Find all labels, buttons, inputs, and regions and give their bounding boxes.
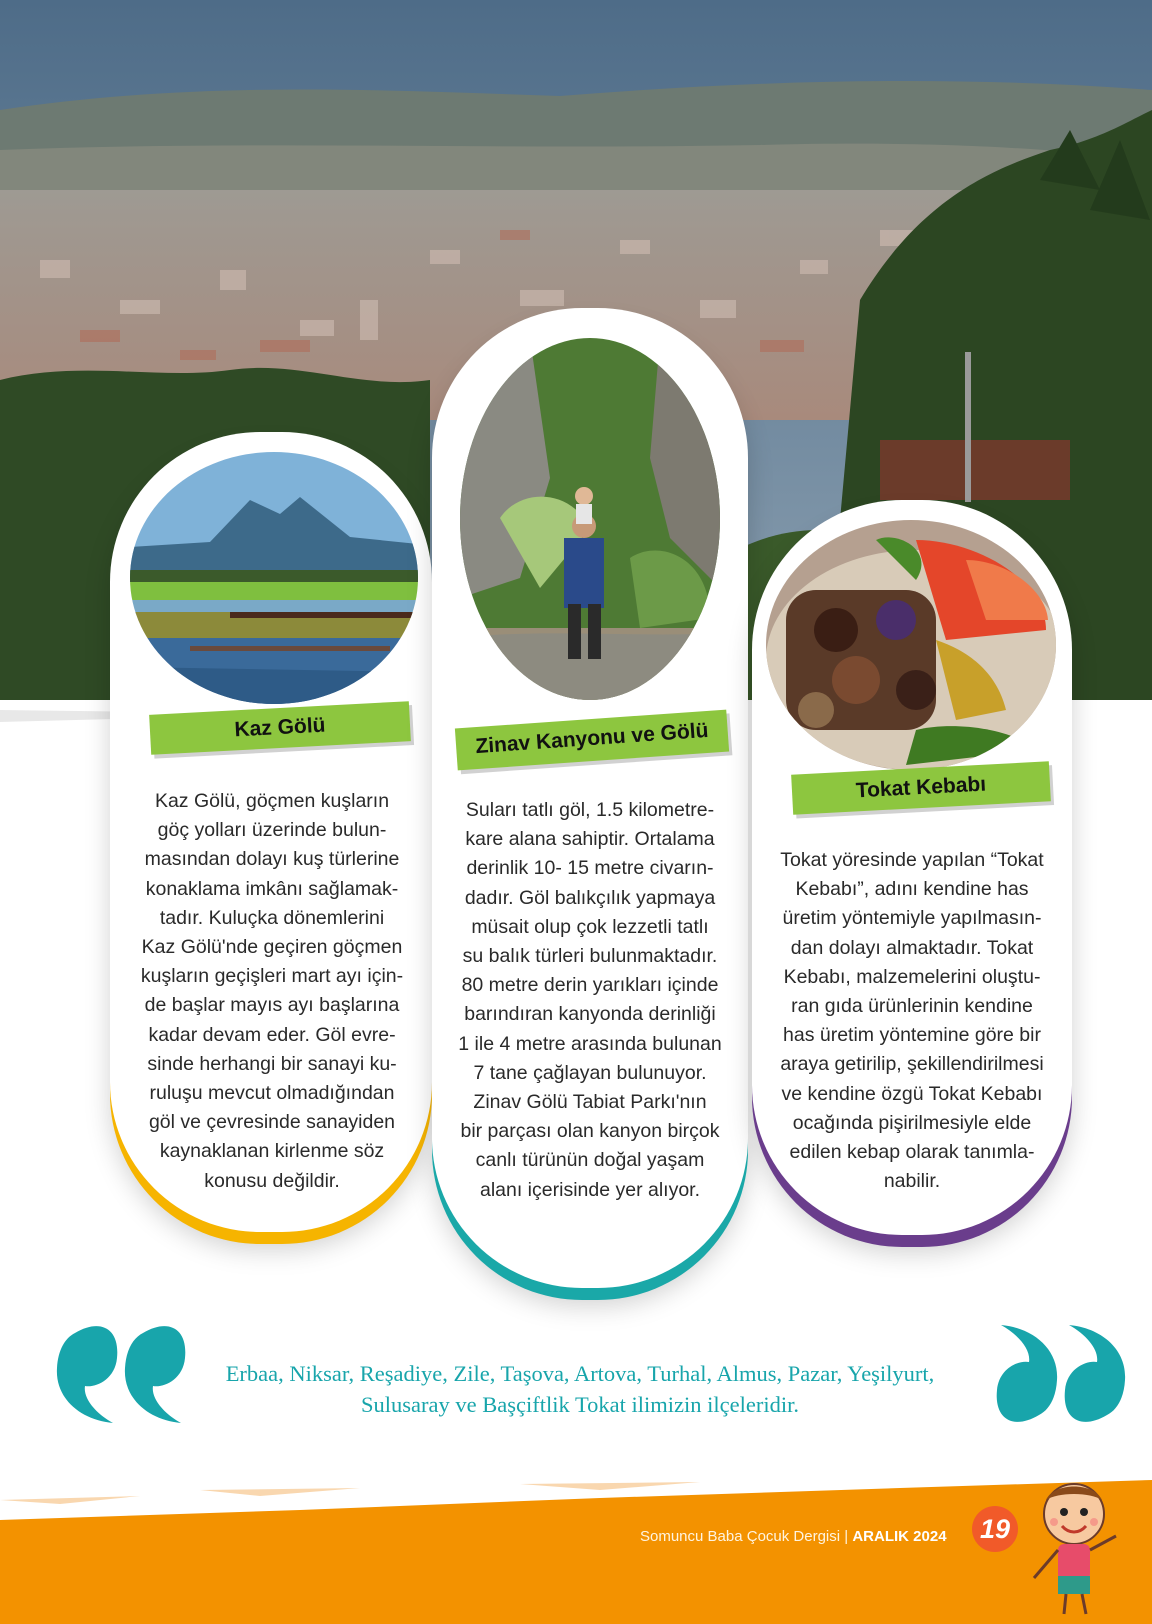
lake-mountain-photo — [130, 452, 418, 704]
card-text-tokat-kebabi: Tokat yöresinde yapılan “Tokat Kebabı”, adını kendine has üretim yöntemiyle yapılmasın- dan dolayı almaktadır. Tokat Kebabı, malzemelerini oluştu- ran gıda ürünlerinin kendine has üretim yöntemine göre bir araya getirilip, şekillendirilmesi ve kendine özgü Tokat Kebabı ocağında pişirilmesiyle elde edilen kebap olarak tanımla- nabilir. — [780, 849, 1044, 1193]
child-mascot-icon — [1024, 1478, 1124, 1620]
card-text-zinav-kanyonu: Suları tatlı göl, 1.5 kilometre- kare alana sahiptir. Ortalama derinlik 10- 15 metre civarın- dadır. Göl balıkçılık yapmaya müsait olup çok lezzetli tatlı su balık türleri bulunmaktadır. 80 metre derin yarıkları içinde barındıran kanyonda derinliği 1 ile 4 metre arasında bulunan 7 tane çağlayan bulunuyor. Zinav Gölü Tabiat Parkı'nın bir parçası olan kanyon birçok canlı türünün doğal yaşam alanı içerisinde yer alıyor. — [458, 799, 722, 1201]
page-number-badge: 19 — [972, 1506, 1018, 1552]
card-title-tokat-kebabi: Tokat Kebabı — [791, 761, 1051, 814]
tokat-kebabi-photo — [766, 520, 1056, 770]
quote-line-1: Erbaa, Niksar, Reşadiye, Zile, Taşova, Artova, Turhal, Almus, Pazar, Yeşilyurt, — [225, 1361, 935, 1386]
card-title-kaz-golu: Kaz Gölü — [149, 701, 411, 755]
quote-line-2: Sulusaray ve Başçiftlik Tokat ilimizin ilçeleridir. — [361, 1392, 799, 1417]
footer-separator: | — [840, 1528, 853, 1545]
issue-date: ARALIK 2024 — [852, 1528, 947, 1545]
close-quote-icon — [992, 1320, 1127, 1430]
canyon-hiker-photo — [460, 338, 720, 700]
card-text-kaz-golu: Kaz Gölü, göçmen kuşların göç yolları üzerinde bulun- masından dolayı kuş türlerine konaklama imkânı sağlamak- tadır. Kuluçka dönemlerini Kaz Gölü'nde geçiren göçmen kuşların geçişleri mart ayı için- de başlar mayıs ayı başlarına kadar devam eder. Göl evre- sinde herhangi bir sanayi ku- ruluşu mevcut olmadığından göl ve çevresinde sanayiden kaynaklanan kirlenme söz konusu değildir. — [140, 790, 404, 1192]
open-quote-icon — [55, 1318, 190, 1428]
magazine-name: Somuncu Baba Çocuk Dergisi — [640, 1528, 841, 1545]
zinav-kanyonu-photo — [460, 338, 720, 700]
footer-magazine-info — [640, 1528, 947, 1545]
card-title-zinav-kanyonu: Zinav Kanyonu ve Gölü — [455, 710, 729, 771]
footer-band — [0, 1480, 1152, 1624]
districts-quote — [180, 1358, 980, 1420]
kaz-golu-photo — [130, 452, 418, 704]
kebab-dish-photo — [766, 520, 1056, 770]
